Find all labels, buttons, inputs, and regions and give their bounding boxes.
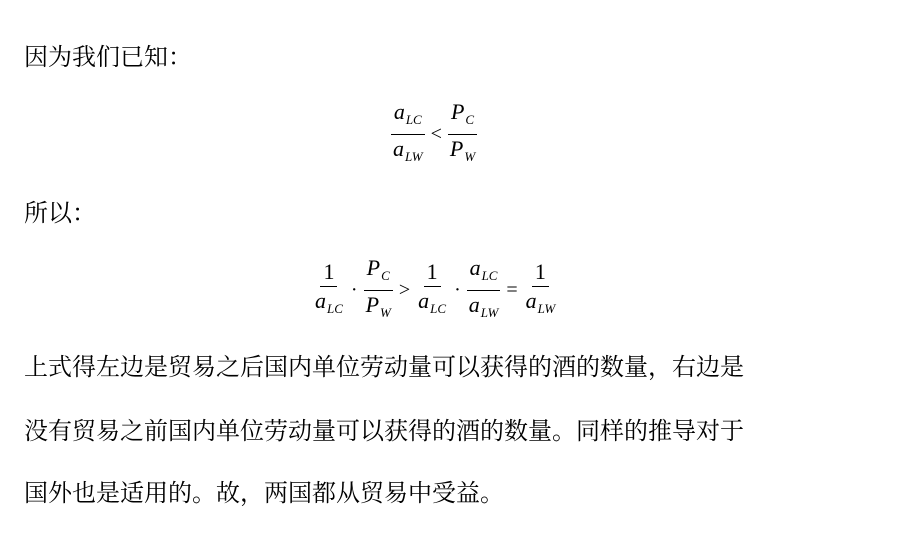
therefore-paragraph: 所以： [24, 199, 96, 227]
eq2-frac-4: $\frac{a_{LC}}{a_{LW}}$ [466, 256, 502, 325]
eq2-frac-2: $\frac{P_C}{P_W}$ [365, 255, 391, 320]
eq1-den-price: $P_W$ [449, 136, 476, 164]
conclusion-line-3: 国外也是适用的。故，两国都从贸易中受益。 [24, 479, 504, 507]
intro-paragraph: 因为我们已知： [24, 43, 192, 71]
eq2-frac-1: $\frac{1}{a_{LC}}$ [315, 259, 343, 316]
greater-than-sign: > [398, 279, 411, 301]
eq1-num-price: $P_C$ [448, 100, 477, 135]
eq1-frac-price-ratio [447, 100, 478, 169]
equals-sign: = [506, 279, 518, 301]
equation-1 [388, 100, 480, 169]
conclusion-line-1: 上式得左边是贸易之后国内单位劳动量可以获得的酒的数量，右边是 [24, 353, 744, 381]
eq1-frac-labor-ratio [390, 100, 426, 169]
dot-operator-1: · [350, 279, 358, 301]
less-than-sign: < [430, 123, 442, 145]
equation-2 [310, 256, 560, 325]
eq2-frac-3: $\frac{1}{a_{LC}}$ [418, 259, 447, 316]
eq2-frac-5: $\frac{1}{a_{LW}}$ [525, 259, 556, 316]
eq1-den: $a_{LW}$ [393, 136, 423, 164]
eq1-num: $a_{LC}$ [391, 100, 425, 135]
dot-operator-2: · [454, 279, 461, 301]
conclusion-line-2: 没有贸易之前国内单位劳动量可以获得的酒的数量。同样的推导对于 [24, 417, 744, 445]
